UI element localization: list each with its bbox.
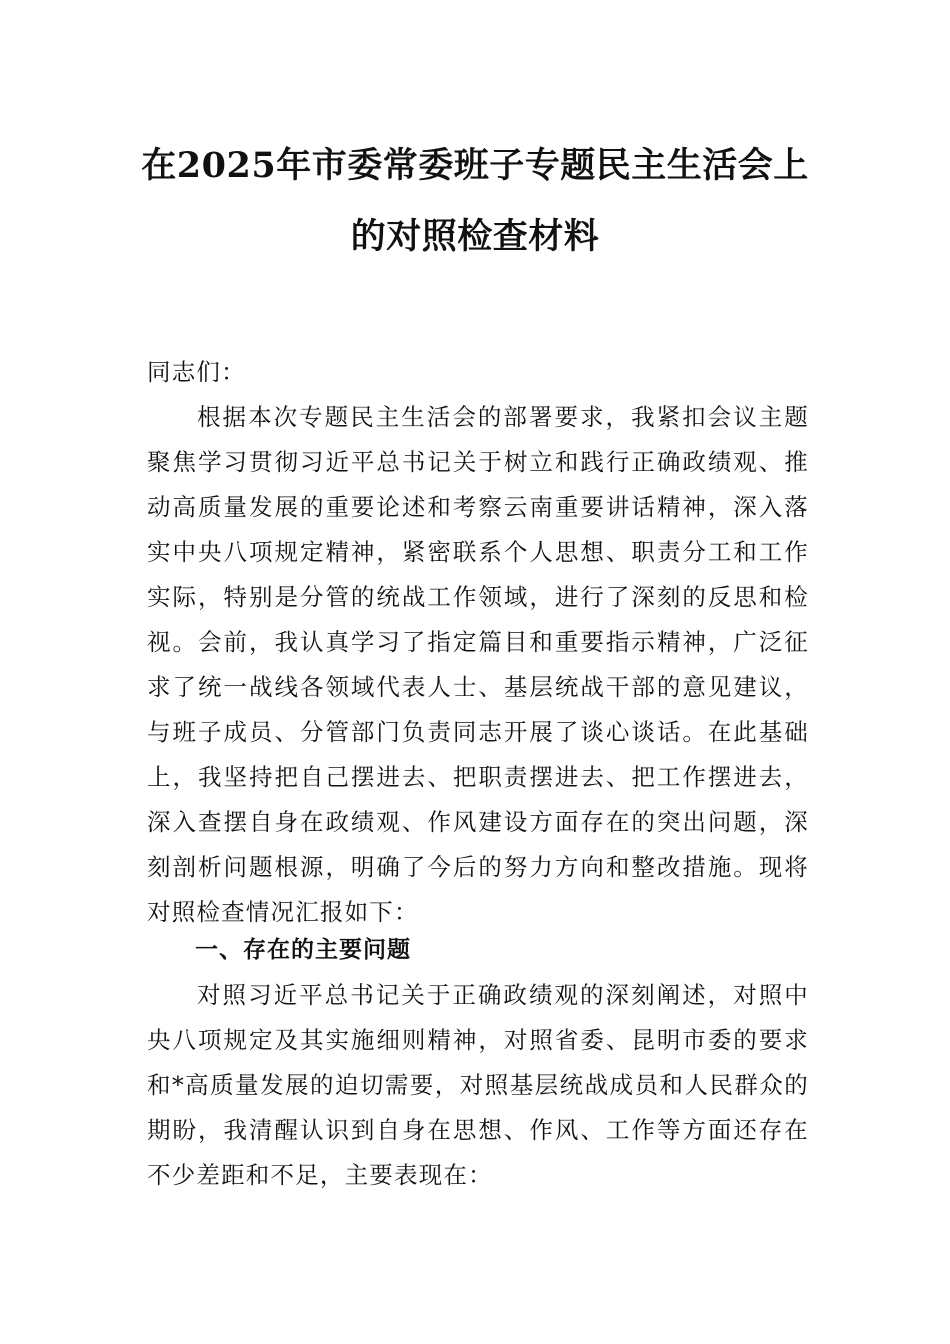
- document-title-line-1: 在2025年市委常委班子专题民主生活会上: [141, 145, 809, 186]
- salutation: 同志们：: [147, 358, 246, 386]
- section-heading-main-problems: 一、存在的主要问题: [195, 937, 411, 963]
- paragraph-problems-intro: 对照习近平总书记关于正确政绩观的深刻阐述，对照中央八项规定及其实施细则精神，对照省委、昆明市委的要求和*高质量发展的迫切需要，对照基层统战成员和人民群众的期盼，我清醒认识到自身在思想、作风、工作等方面还存在不少差距和不足，主要表现在：: [147, 981, 809, 1189]
- paragraph-intro: 根据本次专题民主生活会的部署要求，我紧扣会议主题聚焦学习贯彻习近平总书记关于树立和践行正确政绩观、推动高质量发展的重要论述和考察云南重要讲话精神，深入落实中央八项规定精神，紧密联系个人思想、职责分工和工作实际，特别是分管的统战工作领域，进行了深刻的反思和检视。会前，我认真学习了指定篇目和重要指示精神，广泛征求了统一战线各领域代表人士、基层统战干部的意见建议，与班子成员、分管部门负责同志开展了谈心谈话。在此基础上，我坚持把自己摆进去、把职责摆进去、把工作摆进去，深入查摆自身在政绩观、作风建设方面存在的突出问题，深刻剖析问题根源，明确了今后的努力方向和整改措施。现将对照检查情况汇报如下：: [147, 403, 809, 926]
- document-title-line-2: 的对照检查材料: [350, 216, 600, 257]
